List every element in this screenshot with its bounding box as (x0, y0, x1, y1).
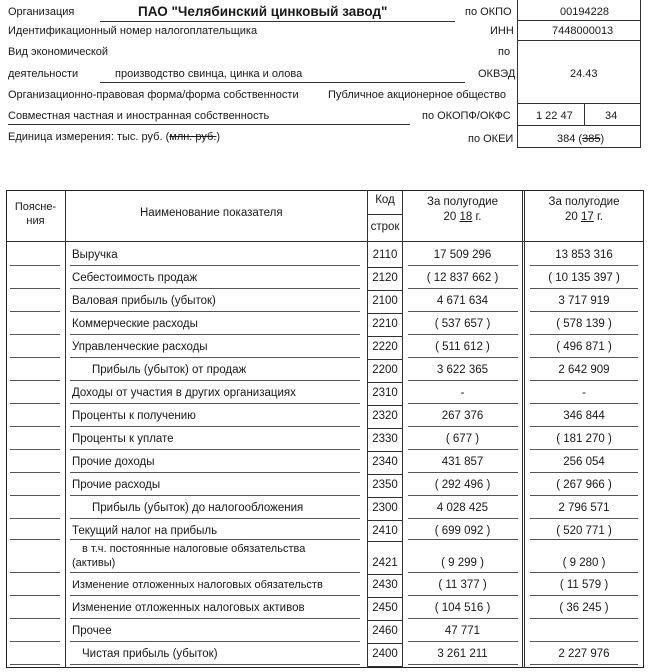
row-value-2017: ( 11 579 ) (559, 579, 609, 591)
row-value-2017: 13 853 316 (555, 249, 613, 261)
row-code: 2460 (372, 625, 398, 637)
row-name: Коммерческие расходы (72, 318, 198, 330)
row-code: 2421 (372, 557, 398, 569)
row-value-2017: ( 181 270 ) (556, 433, 612, 445)
okei-struck: 385 (582, 133, 601, 145)
activity-underline (100, 82, 465, 83)
row-code: 2350 (372, 479, 398, 491)
ownership-value: Совместная частная и иностранная собственность (8, 110, 270, 122)
row-value-2018: ( 12 837 662 ) (426, 272, 499, 284)
row-value-2017: 346 844 (563, 410, 605, 422)
row-value-2018: 267 376 (441, 410, 484, 422)
okopf-label: по ОКОПФ/ОКФС (422, 110, 511, 122)
unit-struck: млн. руб. (169, 131, 217, 143)
row-value-2018: ( 677 ) (445, 433, 480, 445)
row-value-2018: 4 028 425 (436, 502, 489, 514)
row-value-2017: ( 10 135 397 ) (548, 272, 620, 284)
row-value-2018: ( 537 657 ) (434, 318, 491, 330)
okei-value: 384 (557, 133, 576, 145)
table-frame (6, 190, 644, 668)
row-value-2017: 2 796 571 (558, 502, 610, 514)
row-value-2018: 4 671 634 (436, 295, 489, 307)
col-2017-pre: 20 (565, 211, 578, 223)
row-value-2017: ( 9 280 ) (562, 557, 606, 569)
row-value-2017: - (582, 387, 586, 399)
activity-label-1: Вид экономической (8, 46, 109, 58)
row-code: 2100 (372, 295, 398, 307)
col-2017-header-2 (525, 211, 643, 223)
row-value-2018: ( 9 299 ) (441, 557, 484, 569)
row-value-2017: 3 717 919 (558, 295, 610, 307)
row-value-2017: ( 496 871 ) (556, 341, 612, 353)
row-value-2017: ( 520 771 ) (556, 525, 612, 537)
unit-close: ) (216, 131, 221, 143)
row-value-2018: ( 11 377 ) (438, 579, 487, 591)
col-notes-line1: Поясне- (14, 201, 57, 213)
row-code: 2220 (372, 341, 398, 353)
row-code: 2430 (372, 579, 398, 591)
row-name: Прочие доходы (72, 456, 155, 468)
row-code: 2400 (372, 648, 398, 660)
row-code: 2200 (372, 364, 398, 376)
row-value-2018: 3 261 211 (437, 648, 488, 660)
col-2017-post: г. (597, 211, 603, 223)
unit-label (8, 131, 220, 143)
row-name-line2: (активы) (72, 557, 116, 569)
ownership-underline (8, 124, 410, 125)
org-underline (100, 21, 455, 22)
row-name: в т.ч. постоянные налоговые обязательства (82, 543, 306, 555)
col-2018-pre: 20 (443, 211, 457, 223)
row-value-2017: 2 227 976 (558, 648, 610, 660)
row-name: Прибыль (убыток) от продаж (92, 364, 247, 376)
row-code: 2330 (372, 433, 398, 445)
row-value-2017: 2 642 909 (558, 364, 610, 376)
row-name: Чистая прибыль (убыток) (82, 648, 218, 660)
okopf-value: 1 22 47 (536, 110, 573, 122)
row-name: Доходы от участия в других организациях (72, 387, 296, 399)
col-2018-header-1: За полугодие (427, 196, 498, 208)
unit-label-text: Единица измерения: тыс. руб. ( (8, 131, 170, 143)
okfs-value: 34 (605, 110, 618, 122)
row-code: 2110 (372, 249, 398, 261)
col-name-header: Наименование показателя (140, 207, 283, 219)
okei-value-group: 384 (385) (557, 133, 605, 145)
inn-label: ИНН (490, 25, 514, 37)
row-value-2018: 47 771 (444, 625, 481, 637)
row-name: Проценты к уплате (72, 433, 174, 445)
row-name: Прибыль (убыток) до налогообложения (92, 502, 304, 514)
col-2017-header-1: За полугодие (548, 196, 620, 208)
row-value-2018: 431 857 (441, 456, 484, 468)
row-code: 2210 (372, 318, 398, 330)
okpo-label: по ОКПО (465, 6, 512, 18)
inn-label-left: Идентификационный номер налогоплательщика (8, 25, 258, 37)
row-value-2018: ( 292 496 ) (434, 479, 491, 491)
row-value-2017: ( 267 966 ) (556, 479, 612, 491)
org-label: Организация (8, 6, 75, 18)
row-value-2018: 3 622 365 (436, 364, 489, 376)
row-name: Текущий налог на прибыль (72, 525, 218, 537)
col-code-header-2: строк (370, 221, 400, 233)
okpo-value: 00194228 (560, 6, 609, 18)
row-name: Управленческие расходы (72, 341, 208, 353)
legal-form-value: Публичное акционерное общество (328, 89, 507, 101)
row-code: 2310 (372, 387, 398, 399)
col-notes-line2: ния (26, 215, 45, 227)
row-value-2018: - (460, 387, 465, 399)
inn-value: 7448000013 (552, 25, 614, 37)
row-value-2017: 256 054 (563, 456, 605, 468)
row-name: Себестоимость продаж (72, 272, 198, 284)
row-name: Валовая прибыль (убыток) (72, 295, 216, 307)
col-notes-header (8, 200, 63, 228)
activity-label-2: деятельности (8, 68, 79, 80)
row-value-2018: ( 104 516 ) (434, 602, 491, 614)
row-code: 2340 (372, 456, 398, 468)
row-name: Изменение отложенных налоговых активов (72, 602, 305, 614)
row-code: 2300 (372, 502, 398, 514)
col-2018-year: 18 (459, 211, 473, 223)
row-value-2017: ( 36 245 ) (559, 602, 609, 614)
row-code: 2320 (372, 410, 398, 422)
col-2017-year: 17 (581, 211, 594, 223)
legal-form-label: Организационно-правовая форма/форма собственности (8, 89, 299, 101)
row-name: Изменение отложенных налоговых обязательств (72, 579, 323, 591)
po-label: по (498, 46, 511, 58)
row-code: 2410 (372, 525, 398, 537)
row-name: Проценты к получению (72, 410, 196, 422)
okved-value: 24.43 (570, 68, 598, 80)
row-code: 2450 (372, 602, 398, 614)
col-2018-post: г. (475, 211, 482, 223)
okei-label: по ОКЕИ (468, 133, 514, 145)
row-value-2017: ( 578 139 ) (556, 318, 612, 330)
row-name: Прочие расходы (72, 479, 161, 491)
activity-value: производство свинца, цинка и олова (115, 68, 303, 80)
row-name: Выручка (72, 249, 118, 261)
row-value-2018: 17 509 296 (433, 249, 492, 261)
row-name: Прочее (72, 625, 112, 637)
row-value-2018: ( 511 612 ) (435, 341, 490, 353)
row-code: 2120 (372, 272, 398, 284)
row-value-2018: ( 699 092 ) (434, 525, 491, 537)
okved-label: ОКВЭД (478, 68, 516, 80)
col-code-header-1: Код (375, 194, 395, 206)
org-name: ПАО "Челябинский цинковый завод" (138, 4, 388, 19)
col-2018-header-2 (403, 211, 522, 223)
